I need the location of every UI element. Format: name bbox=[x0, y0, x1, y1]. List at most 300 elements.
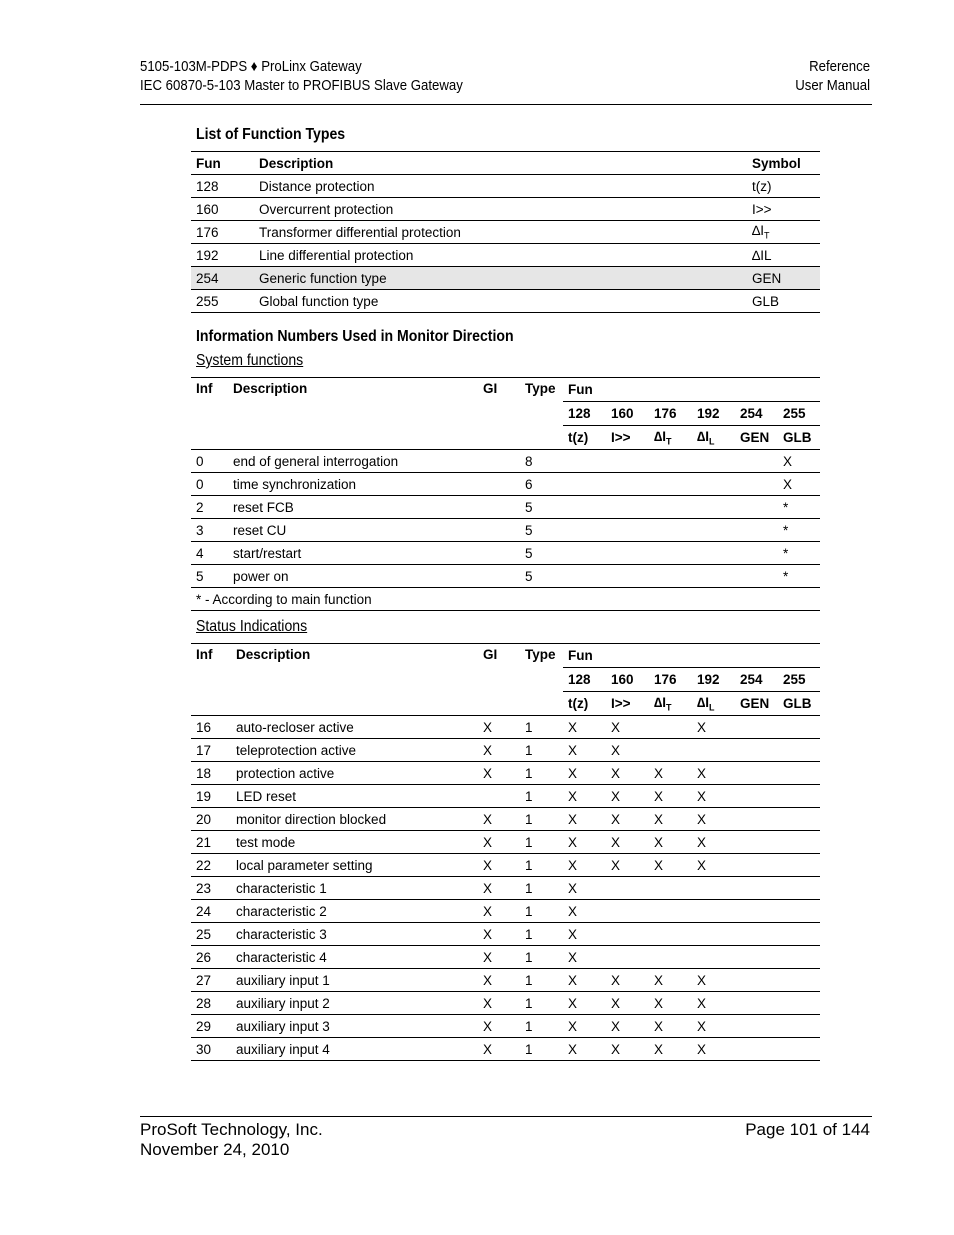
column-header-type: Type bbox=[520, 378, 563, 450]
function-symbol-header bbox=[563, 426, 606, 450]
function-types-heading: List of Function Types bbox=[196, 126, 346, 143]
function-applicability-160: X bbox=[606, 808, 649, 831]
type-code: 5 bbox=[520, 565, 563, 588]
symbol-text: t(z) bbox=[568, 696, 589, 711]
function-applicability-160: X bbox=[606, 785, 649, 808]
information-description: teleprotection active bbox=[231, 739, 478, 762]
function-applicability-160: X bbox=[606, 716, 649, 739]
function-applicability-128: X bbox=[563, 923, 606, 946]
function-applicability-160: X bbox=[606, 762, 649, 785]
document-header-right bbox=[795, 57, 870, 95]
type-code: 5 bbox=[520, 519, 563, 542]
function-types-header-row bbox=[191, 152, 820, 175]
function-applicability-176: X bbox=[649, 762, 692, 785]
function-applicability-192: X bbox=[692, 992, 735, 1015]
function-applicability-160 bbox=[606, 900, 649, 923]
information-number: 24 bbox=[191, 900, 231, 923]
function-applicability-192 bbox=[692, 473, 735, 496]
gi-flag: X bbox=[478, 946, 520, 969]
function-applicability-254 bbox=[735, 900, 778, 923]
product-line: 5105-103M-PDPS ♦ ProLinx Gateway bbox=[140, 58, 362, 75]
information-description: characteristic 2 bbox=[231, 900, 478, 923]
function-symbol-header bbox=[606, 692, 649, 716]
function-applicability-254 bbox=[735, 450, 778, 473]
function-applicability-254 bbox=[735, 946, 778, 969]
column-header-fun: Fun bbox=[563, 644, 820, 668]
function-code-header: 160 bbox=[606, 402, 649, 426]
function-applicability-160 bbox=[606, 519, 649, 542]
function-applicability-255 bbox=[778, 877, 820, 900]
symbol-subscript: L bbox=[709, 436, 715, 447]
function-applicability-254 bbox=[735, 992, 778, 1015]
function-applicability-254 bbox=[735, 542, 778, 565]
function-type-description: Overcurrent protection bbox=[254, 198, 747, 221]
function-applicability-255 bbox=[778, 716, 820, 739]
information-description: characteristic 3 bbox=[231, 923, 478, 946]
section-name: Reference bbox=[809, 58, 870, 75]
function-applicability-254 bbox=[735, 831, 778, 854]
status-indications-subheading: Status Indications bbox=[196, 618, 308, 635]
gi-flag: X bbox=[478, 969, 520, 992]
information-number: 23 bbox=[191, 877, 231, 900]
information-description: auxiliary input 2 bbox=[231, 992, 478, 1015]
function-applicability-255 bbox=[778, 923, 820, 946]
information-description: protection active bbox=[231, 762, 478, 785]
function-types-table bbox=[191, 151, 820, 313]
gi-flag: X bbox=[478, 992, 520, 1015]
function-applicability-128: X bbox=[563, 946, 606, 969]
table-row bbox=[191, 1038, 820, 1061]
type-code: 1 bbox=[520, 1038, 563, 1061]
function-applicability-160 bbox=[606, 946, 649, 969]
function-applicability-128 bbox=[563, 496, 606, 519]
type-code: 1 bbox=[520, 969, 563, 992]
information-number: 5 bbox=[191, 565, 228, 588]
function-code-header: 176 bbox=[649, 402, 692, 426]
type-code: 1 bbox=[520, 877, 563, 900]
column-header-type: Type bbox=[520, 644, 563, 716]
table-row bbox=[191, 923, 820, 946]
function-applicability-128: X bbox=[563, 969, 606, 992]
footnote-text: * - According to main function bbox=[191, 588, 820, 611]
type-code: 1 bbox=[520, 923, 563, 946]
information-description: reset CU bbox=[228, 519, 478, 542]
function-applicability-160: X bbox=[606, 1038, 649, 1061]
table-header-row bbox=[191, 378, 820, 402]
symbol-text: ∆I bbox=[654, 694, 667, 710]
symbol-text: ∆IL bbox=[752, 247, 772, 263]
function-applicability-128 bbox=[563, 542, 606, 565]
function-applicability-160 bbox=[606, 565, 649, 588]
function-applicability-128 bbox=[563, 519, 606, 542]
gi-flag: X bbox=[478, 762, 520, 785]
gi-flag bbox=[478, 519, 520, 542]
table-row bbox=[191, 739, 820, 762]
function-type-symbol bbox=[747, 290, 820, 313]
function-applicability-160: X bbox=[606, 854, 649, 877]
function-applicability-160 bbox=[606, 473, 649, 496]
information-description: time synchronization bbox=[228, 473, 478, 496]
function-applicability-192: X bbox=[692, 854, 735, 877]
symbol-text: GEN bbox=[740, 696, 770, 711]
function-applicability-128 bbox=[563, 473, 606, 496]
gi-flag: X bbox=[478, 808, 520, 831]
function-applicability-128: X bbox=[563, 1038, 606, 1061]
symbol-text: t(z) bbox=[752, 178, 772, 194]
function-code-header: 255 bbox=[778, 668, 820, 692]
function-applicability-160 bbox=[606, 450, 649, 473]
function-applicability-254 bbox=[735, 473, 778, 496]
function-type-description: Generic function type bbox=[254, 267, 747, 290]
symbol-text: ∆I bbox=[752, 223, 765, 239]
function-applicability-254 bbox=[735, 1015, 778, 1038]
function-applicability-128: X bbox=[563, 1015, 606, 1038]
information-description: auxiliary input 3 bbox=[231, 1015, 478, 1038]
function-symbol-header bbox=[692, 692, 735, 716]
function-applicability-255: X bbox=[778, 450, 820, 473]
function-type-code: 192 bbox=[191, 244, 254, 267]
function-symbol-header bbox=[606, 426, 649, 450]
function-applicability-254 bbox=[735, 519, 778, 542]
function-applicability-128: X bbox=[563, 854, 606, 877]
column-header-inf: Inf bbox=[191, 378, 228, 450]
information-number: 21 bbox=[191, 831, 231, 854]
information-description: LED reset bbox=[231, 785, 478, 808]
gi-flag: X bbox=[478, 716, 520, 739]
function-applicability-192: X bbox=[692, 969, 735, 992]
system-functions-subheading: System functions bbox=[196, 352, 304, 369]
function-type-symbol bbox=[747, 244, 820, 267]
table-row bbox=[191, 854, 820, 877]
column-header-description: Description bbox=[231, 644, 478, 716]
gi-flag: X bbox=[478, 923, 520, 946]
information-description: power on bbox=[228, 565, 478, 588]
table-row bbox=[191, 473, 820, 496]
function-applicability-128: X bbox=[563, 739, 606, 762]
function-applicability-254 bbox=[735, 969, 778, 992]
function-applicability-160: X bbox=[606, 1015, 649, 1038]
function-applicability-254 bbox=[735, 785, 778, 808]
function-applicability-255: * bbox=[778, 565, 820, 588]
symbol-text: I>> bbox=[611, 430, 631, 445]
column-header-inf: Inf bbox=[191, 644, 231, 716]
table-row bbox=[191, 900, 820, 923]
information-number: 22 bbox=[191, 854, 231, 877]
type-code: 1 bbox=[520, 762, 563, 785]
function-applicability-176 bbox=[649, 900, 692, 923]
column-header-symbol: Symbol bbox=[747, 152, 820, 175]
function-applicability-160 bbox=[606, 923, 649, 946]
information-number: 0 bbox=[191, 473, 228, 496]
gi-flag bbox=[478, 542, 520, 565]
function-applicability-254 bbox=[735, 739, 778, 762]
function-applicability-254 bbox=[735, 877, 778, 900]
function-code-header: 192 bbox=[692, 668, 735, 692]
information-number: 16 bbox=[191, 716, 231, 739]
symbol-text: I>> bbox=[752, 201, 772, 217]
function-applicability-128: X bbox=[563, 992, 606, 1015]
document-header-left bbox=[140, 57, 463, 95]
symbol-text: GLB bbox=[783, 430, 812, 445]
product-subtitle: IEC 60870-5-103 Master to PROFIBUS Slave Gateway bbox=[140, 77, 463, 94]
function-applicability-128: X bbox=[563, 785, 606, 808]
function-applicability-192: X bbox=[692, 716, 735, 739]
gi-flag: X bbox=[478, 877, 520, 900]
function-applicability-192: X bbox=[692, 831, 735, 854]
gi-flag bbox=[478, 565, 520, 588]
table-row bbox=[191, 762, 820, 785]
function-applicability-160: X bbox=[606, 969, 649, 992]
information-number: 26 bbox=[191, 946, 231, 969]
function-type-row bbox=[191, 198, 820, 221]
function-applicability-192 bbox=[692, 450, 735, 473]
information-number: 28 bbox=[191, 992, 231, 1015]
function-applicability-128: X bbox=[563, 716, 606, 739]
table-row bbox=[191, 542, 820, 565]
type-code: 5 bbox=[520, 496, 563, 519]
function-applicability-255 bbox=[778, 1038, 820, 1061]
information-number: 19 bbox=[191, 785, 231, 808]
symbol-text: ∆I bbox=[697, 428, 710, 444]
function-symbol-header bbox=[778, 426, 820, 450]
information-number: 3 bbox=[191, 519, 228, 542]
document-footer-left bbox=[140, 1120, 323, 1160]
function-type-code: 160 bbox=[191, 198, 254, 221]
function-applicability-255 bbox=[778, 762, 820, 785]
function-applicability-128 bbox=[563, 450, 606, 473]
information-number: 0 bbox=[191, 450, 228, 473]
function-applicability-176 bbox=[649, 739, 692, 762]
function-type-code: 254 bbox=[191, 267, 254, 290]
function-applicability-160 bbox=[606, 496, 649, 519]
table-row bbox=[191, 808, 820, 831]
function-code-header: 192 bbox=[692, 402, 735, 426]
symbol-text: GLB bbox=[783, 696, 812, 711]
function-applicability-176: X bbox=[649, 831, 692, 854]
symbol-text: GEN bbox=[740, 430, 770, 445]
symbol-subscript: T bbox=[764, 230, 770, 241]
function-applicability-176 bbox=[649, 542, 692, 565]
function-applicability-128: X bbox=[563, 831, 606, 854]
function-applicability-254 bbox=[735, 565, 778, 588]
function-applicability-192: X bbox=[692, 762, 735, 785]
function-applicability-255 bbox=[778, 969, 820, 992]
function-applicability-192 bbox=[692, 519, 735, 542]
symbol-subscript: L bbox=[709, 702, 715, 713]
function-symbol-header bbox=[649, 692, 692, 716]
function-applicability-176 bbox=[649, 716, 692, 739]
function-type-description: Line differential protection bbox=[254, 244, 747, 267]
type-code: 1 bbox=[520, 946, 563, 969]
table-row bbox=[191, 565, 820, 588]
type-code: 8 bbox=[520, 450, 563, 473]
gi-flag: X bbox=[478, 1015, 520, 1038]
function-symbol-header bbox=[692, 426, 735, 450]
column-header-description: Description bbox=[254, 152, 747, 175]
gi-flag bbox=[478, 473, 520, 496]
function-applicability-192: X bbox=[692, 808, 735, 831]
information-number: 29 bbox=[191, 1015, 231, 1038]
information-description: auxiliary input 4 bbox=[231, 1038, 478, 1061]
function-type-symbol bbox=[747, 267, 820, 290]
function-applicability-192 bbox=[692, 542, 735, 565]
function-applicability-176 bbox=[649, 877, 692, 900]
type-code: 1 bbox=[520, 1015, 563, 1038]
function-applicability-128: X bbox=[563, 762, 606, 785]
function-applicability-255 bbox=[778, 808, 820, 831]
table-row bbox=[191, 716, 820, 739]
function-applicability-192 bbox=[692, 877, 735, 900]
function-applicability-176: X bbox=[649, 1015, 692, 1038]
function-applicability-176 bbox=[649, 496, 692, 519]
function-code-header: 128 bbox=[563, 668, 606, 692]
type-code: 1 bbox=[520, 808, 563, 831]
column-header-fun: Fun bbox=[563, 378, 820, 402]
function-applicability-192: X bbox=[692, 1038, 735, 1061]
type-code: 1 bbox=[520, 739, 563, 762]
function-applicability-160: X bbox=[606, 831, 649, 854]
page-number: Page 101 of 144 bbox=[745, 1120, 870, 1139]
function-applicability-192 bbox=[692, 900, 735, 923]
information-number: 2 bbox=[191, 496, 228, 519]
function-symbol-header bbox=[735, 692, 778, 716]
function-applicability-192 bbox=[692, 496, 735, 519]
function-applicability-176: X bbox=[649, 808, 692, 831]
gi-flag bbox=[478, 785, 520, 808]
function-type-code: 176 bbox=[191, 221, 254, 244]
function-applicability-176: X bbox=[649, 969, 692, 992]
information-description: reset FCB bbox=[228, 496, 478, 519]
information-description: monitor direction blocked bbox=[231, 808, 478, 831]
function-applicability-176 bbox=[649, 923, 692, 946]
type-code: 1 bbox=[520, 716, 563, 739]
function-applicability-176: X bbox=[649, 992, 692, 1015]
information-number: 25 bbox=[191, 923, 231, 946]
function-type-symbol bbox=[747, 198, 820, 221]
information-number: 18 bbox=[191, 762, 231, 785]
symbol-text: ∆I bbox=[654, 428, 667, 444]
column-header-gi: GI bbox=[478, 644, 520, 716]
information-description: test mode bbox=[231, 831, 478, 854]
function-type-row bbox=[191, 244, 820, 267]
status-indications-table bbox=[191, 643, 820, 1061]
table-row bbox=[191, 785, 820, 808]
information-description: start/restart bbox=[228, 542, 478, 565]
function-symbol-header bbox=[735, 426, 778, 450]
system-functions-table bbox=[191, 377, 820, 611]
information-description: characteristic 1 bbox=[231, 877, 478, 900]
function-type-description: Transformer differential protection bbox=[254, 221, 747, 244]
function-applicability-176 bbox=[649, 946, 692, 969]
function-symbol-header bbox=[649, 426, 692, 450]
type-code: 1 bbox=[520, 785, 563, 808]
information-description: auto-recloser active bbox=[231, 716, 478, 739]
function-applicability-192: X bbox=[692, 1015, 735, 1038]
table-row bbox=[191, 946, 820, 969]
monitor-direction-heading: Information Numbers Used in Monitor Direction bbox=[196, 328, 514, 345]
function-applicability-255 bbox=[778, 831, 820, 854]
table-row bbox=[191, 969, 820, 992]
company-name: ProSoft Technology, Inc. bbox=[140, 1120, 323, 1139]
information-description: local parameter setting bbox=[231, 854, 478, 877]
function-type-symbol bbox=[747, 221, 820, 244]
function-applicability-192: X bbox=[692, 785, 735, 808]
information-number: 17 bbox=[191, 739, 231, 762]
table-row bbox=[191, 877, 820, 900]
function-symbol-header bbox=[563, 692, 606, 716]
table-row bbox=[191, 1015, 820, 1038]
symbol-text: GEN bbox=[752, 270, 782, 286]
type-code: 5 bbox=[520, 542, 563, 565]
function-applicability-255: * bbox=[778, 542, 820, 565]
function-applicability-176 bbox=[649, 473, 692, 496]
function-code-header: 128 bbox=[563, 402, 606, 426]
manual-name: User Manual bbox=[795, 77, 870, 94]
function-type-row bbox=[191, 290, 820, 313]
function-symbol-header bbox=[778, 692, 820, 716]
function-type-row bbox=[191, 175, 820, 198]
function-applicability-128: X bbox=[563, 808, 606, 831]
function-applicability-254 bbox=[735, 854, 778, 877]
function-applicability-160 bbox=[606, 877, 649, 900]
symbol-subscript: T bbox=[666, 436, 672, 447]
function-applicability-160: X bbox=[606, 739, 649, 762]
type-code: 1 bbox=[520, 992, 563, 1015]
function-applicability-176: X bbox=[649, 1038, 692, 1061]
function-applicability-255: * bbox=[778, 519, 820, 542]
function-applicability-254 bbox=[735, 808, 778, 831]
gi-flag: X bbox=[478, 1038, 520, 1061]
column-header-fun: Fun bbox=[191, 152, 254, 175]
table-row bbox=[191, 992, 820, 1015]
function-applicability-255 bbox=[778, 992, 820, 1015]
function-applicability-254 bbox=[735, 496, 778, 519]
document-footer-right bbox=[745, 1120, 870, 1140]
information-number: 27 bbox=[191, 969, 231, 992]
type-code: 6 bbox=[520, 473, 563, 496]
table-row bbox=[191, 831, 820, 854]
function-applicability-176 bbox=[649, 565, 692, 588]
table-header-row bbox=[191, 644, 820, 668]
gi-flag: X bbox=[478, 831, 520, 854]
function-applicability-192 bbox=[692, 565, 735, 588]
function-applicability-254 bbox=[735, 1038, 778, 1061]
function-applicability-255 bbox=[778, 900, 820, 923]
function-applicability-176: X bbox=[649, 785, 692, 808]
gi-flag: X bbox=[478, 900, 520, 923]
table-row bbox=[191, 450, 820, 473]
function-applicability-255 bbox=[778, 1015, 820, 1038]
function-type-row bbox=[191, 267, 820, 290]
function-code-header: 254 bbox=[735, 402, 778, 426]
type-code: 1 bbox=[520, 831, 563, 854]
function-type-row bbox=[191, 221, 820, 244]
table-row bbox=[191, 496, 820, 519]
function-applicability-176 bbox=[649, 519, 692, 542]
function-applicability-255 bbox=[778, 785, 820, 808]
information-number: 4 bbox=[191, 542, 228, 565]
function-applicability-176: X bbox=[649, 854, 692, 877]
function-applicability-128: X bbox=[563, 877, 606, 900]
function-code-header: 160 bbox=[606, 668, 649, 692]
information-description: auxiliary input 1 bbox=[231, 969, 478, 992]
function-applicability-192 bbox=[692, 946, 735, 969]
gi-flag bbox=[478, 496, 520, 519]
function-applicability-192 bbox=[692, 739, 735, 762]
gi-flag: X bbox=[478, 854, 520, 877]
function-type-code: 255 bbox=[191, 290, 254, 313]
function-applicability-254 bbox=[735, 716, 778, 739]
